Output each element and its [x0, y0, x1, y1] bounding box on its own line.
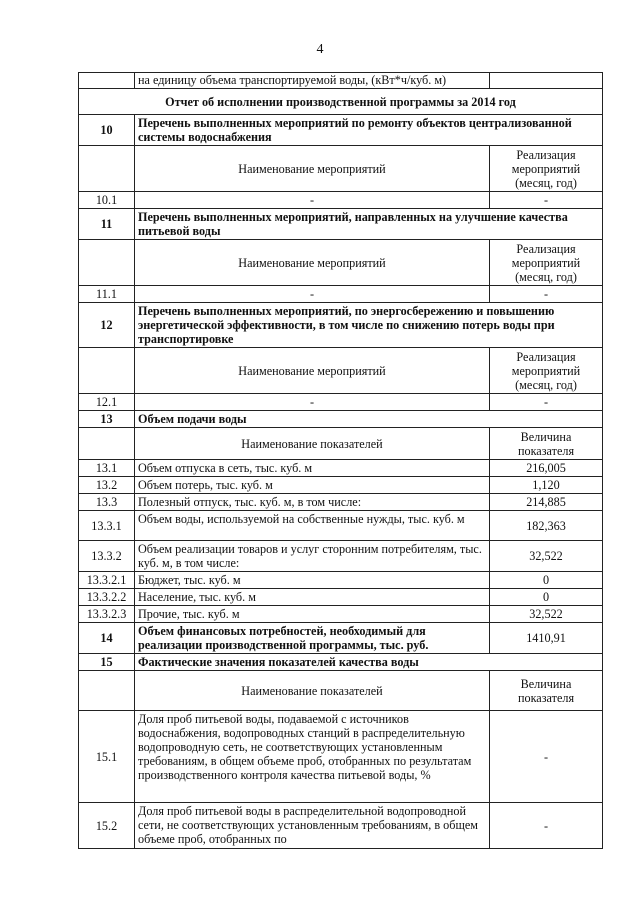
row-num-empty	[79, 146, 135, 192]
row-name: Объем отпуска в сеть, тыс. куб. м	[135, 460, 490, 477]
report-title: Отчет об исполнении производственной программы за 2014 год	[79, 89, 603, 115]
section-row	[79, 115, 603, 146]
row-value: 1410,91	[490, 623, 603, 654]
row-number: 11.1	[79, 286, 135, 303]
table-row	[79, 477, 603, 494]
row-number: 13.3.2.2	[79, 589, 135, 606]
section-row	[79, 654, 603, 671]
section-row	[79, 623, 603, 654]
row-number: 13.3.1	[79, 511, 135, 541]
row-value: 32,522	[490, 541, 603, 572]
section-title: Объем подачи воды	[135, 411, 603, 428]
row-value: -	[490, 192, 603, 209]
row-name: Бюджет, тыс. куб. м	[135, 572, 490, 589]
header-row	[79, 146, 603, 192]
row-value: -	[490, 286, 603, 303]
header-row	[79, 671, 603, 711]
row-name: Доля проб питьевой воды, подаваемой с источников водоснабжения, водопроводных станций в распределительную водопроводную сеть, не соответствующих установленным требованиям, в общем объеме проб, отобранных по результатам производственного контроля качества питьевой воды, %	[135, 711, 490, 803]
column-header-name: Наименование показателей	[135, 671, 490, 711]
table-row	[79, 73, 603, 89]
table-row	[79, 572, 603, 589]
row-number: 12.1	[79, 394, 135, 411]
section-row	[79, 303, 603, 348]
section-title: Фактические значения показателей качества воды	[135, 654, 603, 671]
row-num-empty	[79, 73, 135, 89]
section-number: 13	[79, 411, 135, 428]
table-row	[79, 89, 603, 115]
table-row	[79, 494, 603, 511]
table-row	[79, 541, 603, 572]
section-number: 11	[79, 209, 135, 240]
table-row	[79, 460, 603, 477]
row-value: 216,005	[490, 460, 603, 477]
section-number: 14	[79, 623, 135, 654]
column-header-value: Реализация мероприятий (месяц, год)	[490, 146, 603, 192]
row-value: 0	[490, 589, 603, 606]
row-num-empty	[79, 348, 135, 394]
row-number: 13.3.2.3	[79, 606, 135, 623]
column-header-name: Наименование мероприятий	[135, 146, 490, 192]
section-row	[79, 411, 603, 428]
section-number: 12	[79, 303, 135, 348]
row-value: 0	[490, 572, 603, 589]
header-row	[79, 240, 603, 286]
column-header-name: Наименование мероприятий	[135, 348, 490, 394]
row-name: Прочие, тыс. куб. м	[135, 606, 490, 623]
section-title: Объем финансовых потребностей, необходимый для реализации производственной программы, тыс. руб.	[135, 623, 490, 654]
row-number: 15.1	[79, 711, 135, 803]
row-name: -	[135, 394, 490, 411]
row-value: -	[490, 803, 603, 849]
table-row	[79, 286, 603, 303]
row-name: Доля проб питьевой воды в распределительной водопроводной сети, не соответствующих установленным требованиям, в общем объеме проб, отобранных по	[135, 803, 490, 849]
table-row	[79, 192, 603, 209]
header-row	[79, 348, 603, 394]
section-title: Перечень выполненных мероприятий, направленных на улучшение качества питьевой воды	[135, 209, 603, 240]
table-row	[79, 394, 603, 411]
table-row	[79, 606, 603, 623]
row-number: 13.3	[79, 494, 135, 511]
section-number: 15	[79, 654, 135, 671]
column-header-value: Величина показателя	[490, 671, 603, 711]
row-value-empty	[490, 73, 603, 89]
section-title: Перечень выполненных мероприятий, по энергосбережению и повышению энергетической эффективности, в том числе по снижению потерь воды при транспортировке	[135, 303, 603, 348]
section-row	[79, 209, 603, 240]
row-number: 13.3.2.1	[79, 572, 135, 589]
section-number: 10	[79, 115, 135, 146]
row-name: Объем реализации товаров и услуг сторонним потребителям, тыс. куб. м, в том числе:	[135, 541, 490, 572]
row-num-empty	[79, 671, 135, 711]
row-number: 13.2	[79, 477, 135, 494]
row-value: 182,363	[490, 511, 603, 541]
row-number: 10.1	[79, 192, 135, 209]
row-value: -	[490, 394, 603, 411]
row-name: Объем потерь, тыс. куб. м	[135, 477, 490, 494]
row-number: 13.1	[79, 460, 135, 477]
row-value: -	[490, 711, 603, 803]
production-program-table	[78, 72, 603, 849]
row-name: -	[135, 286, 490, 303]
column-header-name: Наименование показателей	[135, 428, 490, 460]
column-header-value: Реализация мероприятий (месяц, год)	[490, 348, 603, 394]
table-row	[79, 589, 603, 606]
row-text: на единицу объема транспортируемой воды, (кВт*ч/куб. м)	[135, 73, 490, 89]
row-name: Объем воды, используемой на собственные нужды, тыс. куб. м	[135, 511, 490, 541]
table-row	[79, 711, 603, 803]
section-title: Перечень выполненных мероприятий по ремонту объектов централизованной системы водоснабжения	[135, 115, 603, 146]
column-header-name: Наименование мероприятий	[135, 240, 490, 286]
column-header-value: Реализация мероприятий (месяц, год)	[490, 240, 603, 286]
row-name: -	[135, 192, 490, 209]
table-row	[79, 511, 603, 541]
row-value: 1,120	[490, 477, 603, 494]
row-num-empty	[79, 428, 135, 460]
page-number: 4	[316, 42, 324, 57]
row-value: 214,885	[490, 494, 603, 511]
column-header-value: Величина показателя	[490, 428, 603, 460]
header-row	[79, 428, 603, 460]
row-num-empty	[79, 240, 135, 286]
row-number: 13.3.2	[79, 541, 135, 572]
row-value: 32,522	[490, 606, 603, 623]
table-row	[79, 803, 603, 849]
row-name: Полезный отпуск, тыс. куб. м, в том числе:	[135, 494, 490, 511]
row-number: 15.2	[79, 803, 135, 849]
row-name: Население, тыс. куб. м	[135, 589, 490, 606]
